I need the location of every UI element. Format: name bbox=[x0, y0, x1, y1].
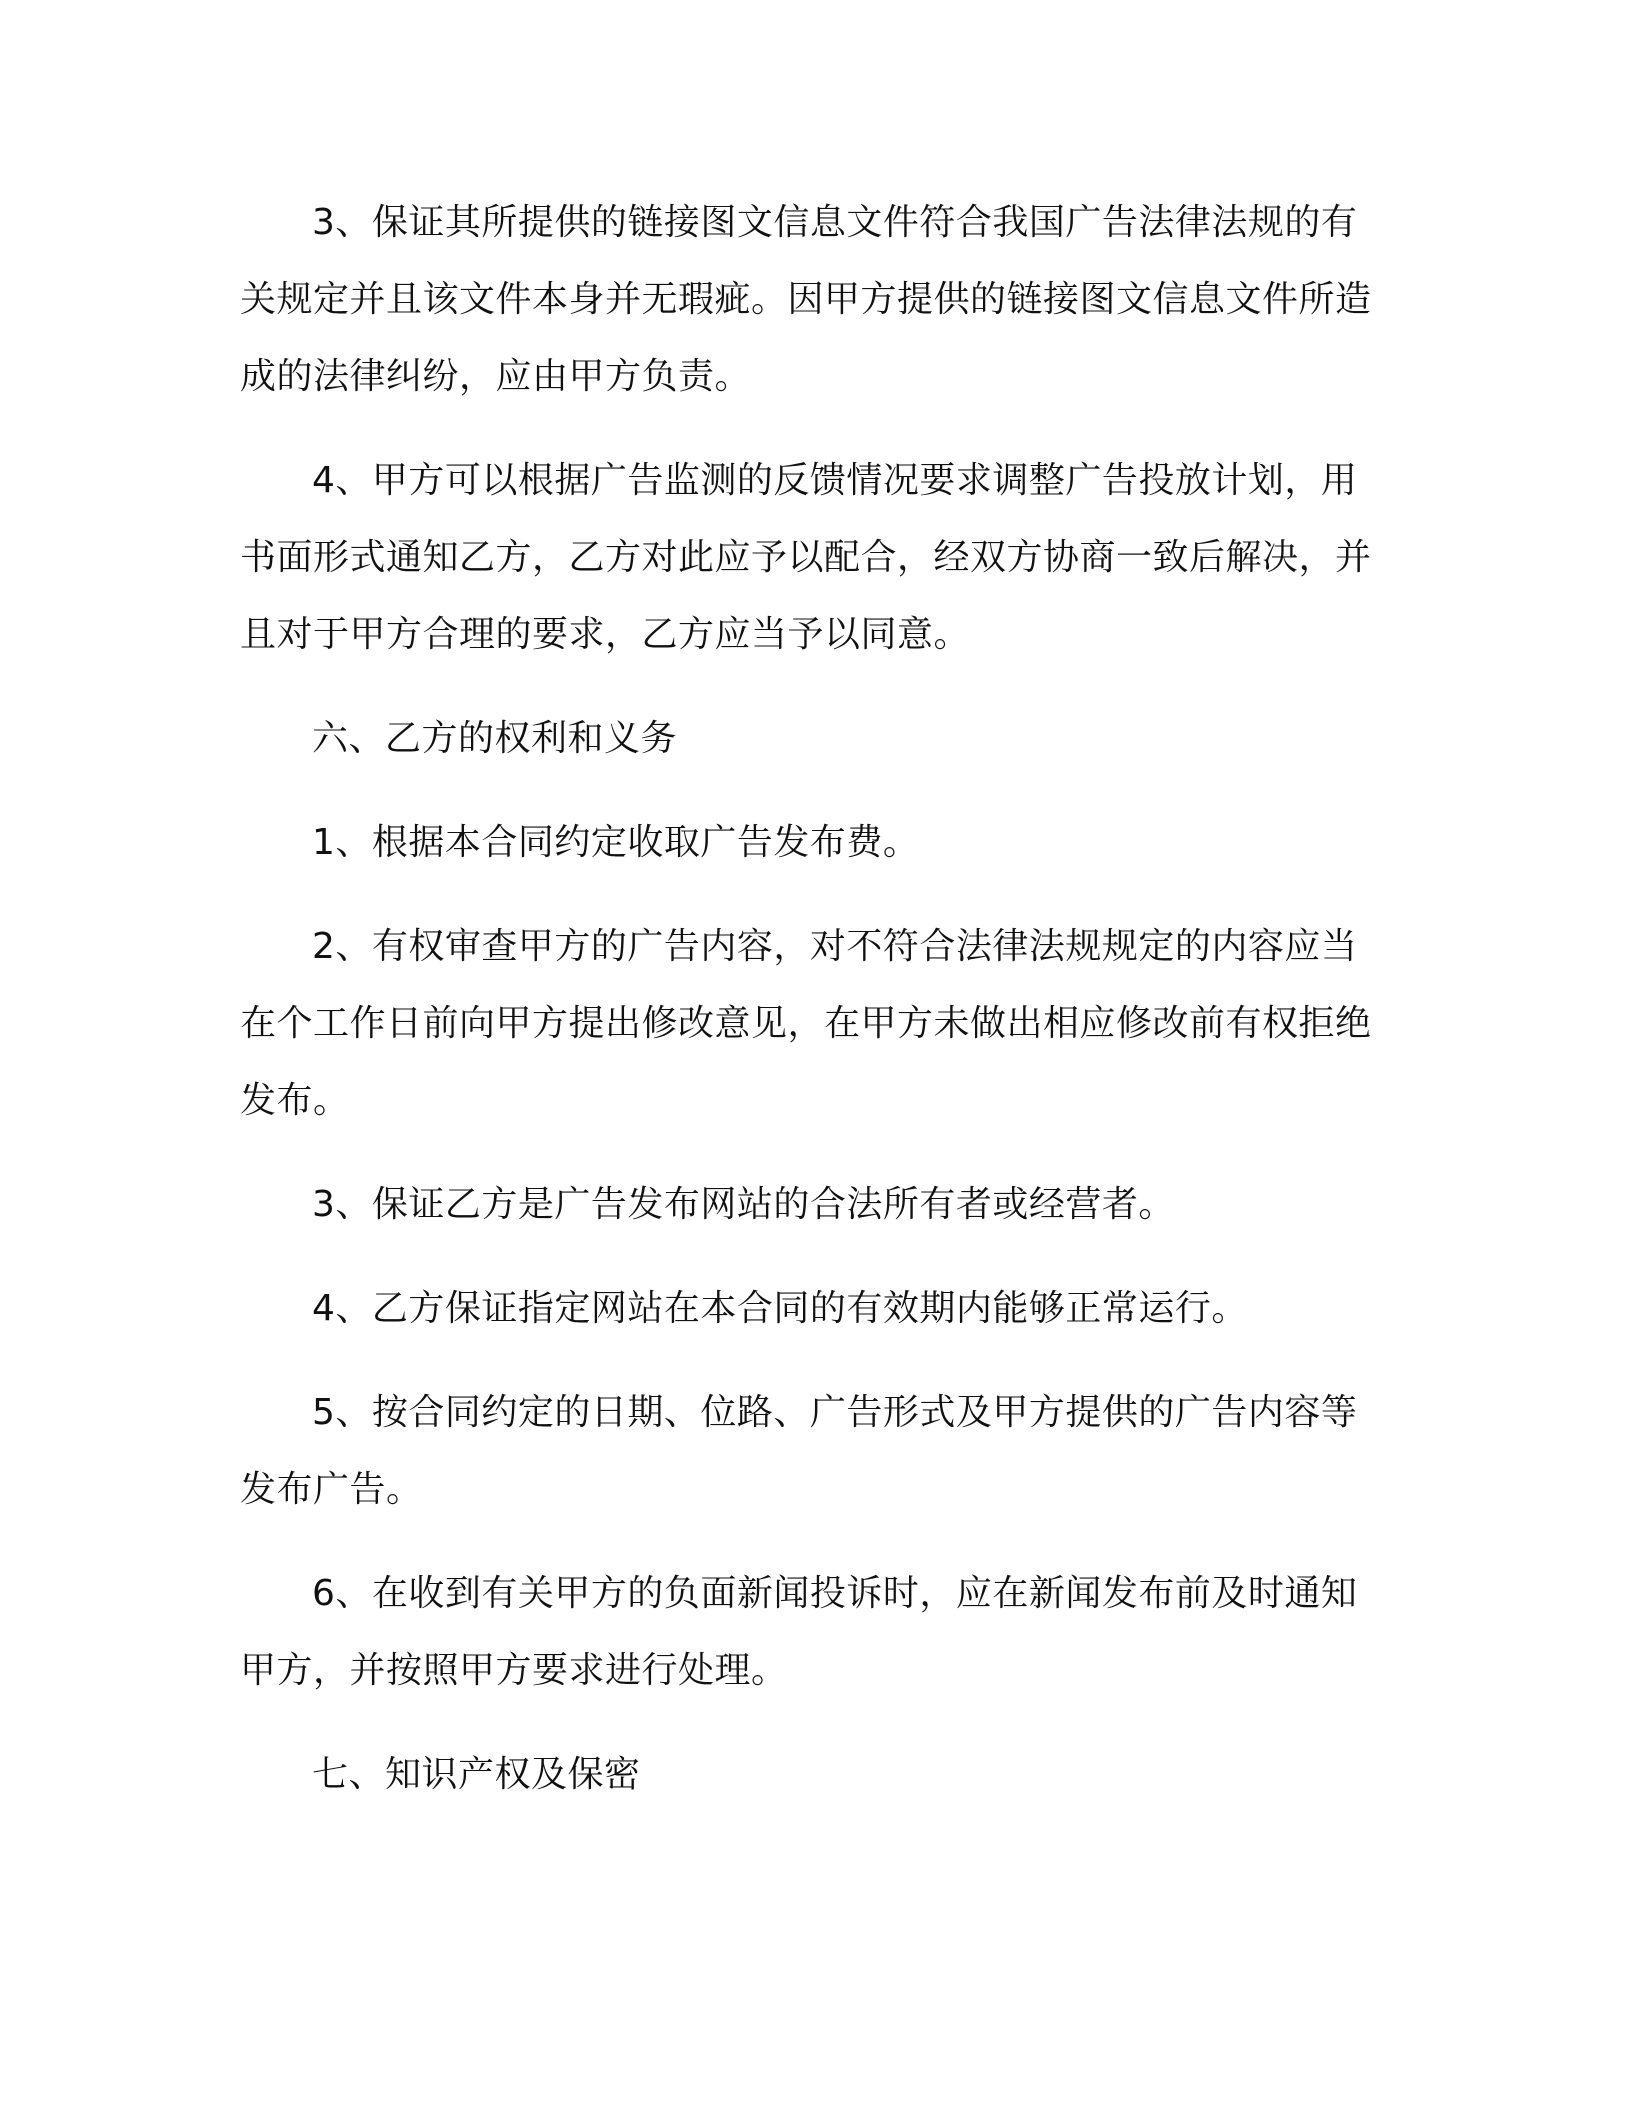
section-heading-party-b-rights: 六、乙方的权利和义务 bbox=[312, 718, 678, 759]
document-body bbox=[240, 184, 1390, 1813]
paragraph-clause-5-party-b: 5、按合同约定的日期、位路、广告形式及甲方提供的广告内容等发布广告。 bbox=[240, 1392, 1358, 1510]
paragraph-clause-1-party-b: 1、根据本合同约定收取广告发布费。 bbox=[312, 822, 920, 863]
section-heading-ip-confidentiality: 七、知识产权及保密 bbox=[312, 1754, 641, 1795]
paragraph-clause-4-party-b: 4、乙方保证指定网站在本合同的有效期内能够正常运行。 bbox=[312, 1288, 1248, 1329]
paragraph-clause-2-party-b: 2、有权审查甲方的广告内容，对不符合法律法规规定的内容应当在个工作日前向甲方提出修改意见，在甲方未做出相应修改前有权拒绝发布。 bbox=[240, 926, 1372, 1121]
paragraph-clause-4-party-a: 4、甲方可以根据广告监测的反馈情况要求调整广告投放计划，用书面形式通知乙方，乙方对此应予以配合，经双方协商一致后解决，并且对于甲方合理的要求，乙方应当予以同意。 bbox=[240, 460, 1372, 655]
paragraph-clause-3-party-b: 3、保证乙方是广告发布网站的合法所有者或经营者。 bbox=[312, 1184, 1175, 1225]
paragraph-clause-6-party-b: 6、在收到有关甲方的负面新闻投诉时，应在新闻发布前及时通知甲方，并按照甲方要求进行处理。 bbox=[240, 1573, 1358, 1691]
paragraph-clause-3-party-a: 3、保证其所提供的链接图文信息文件符合我国广告法律法规的有关规定并且该文件本身并无瑕疵。因甲方提供的链接图文信息文件所造成的法律纠纷，应由甲方负责。 bbox=[240, 202, 1372, 397]
